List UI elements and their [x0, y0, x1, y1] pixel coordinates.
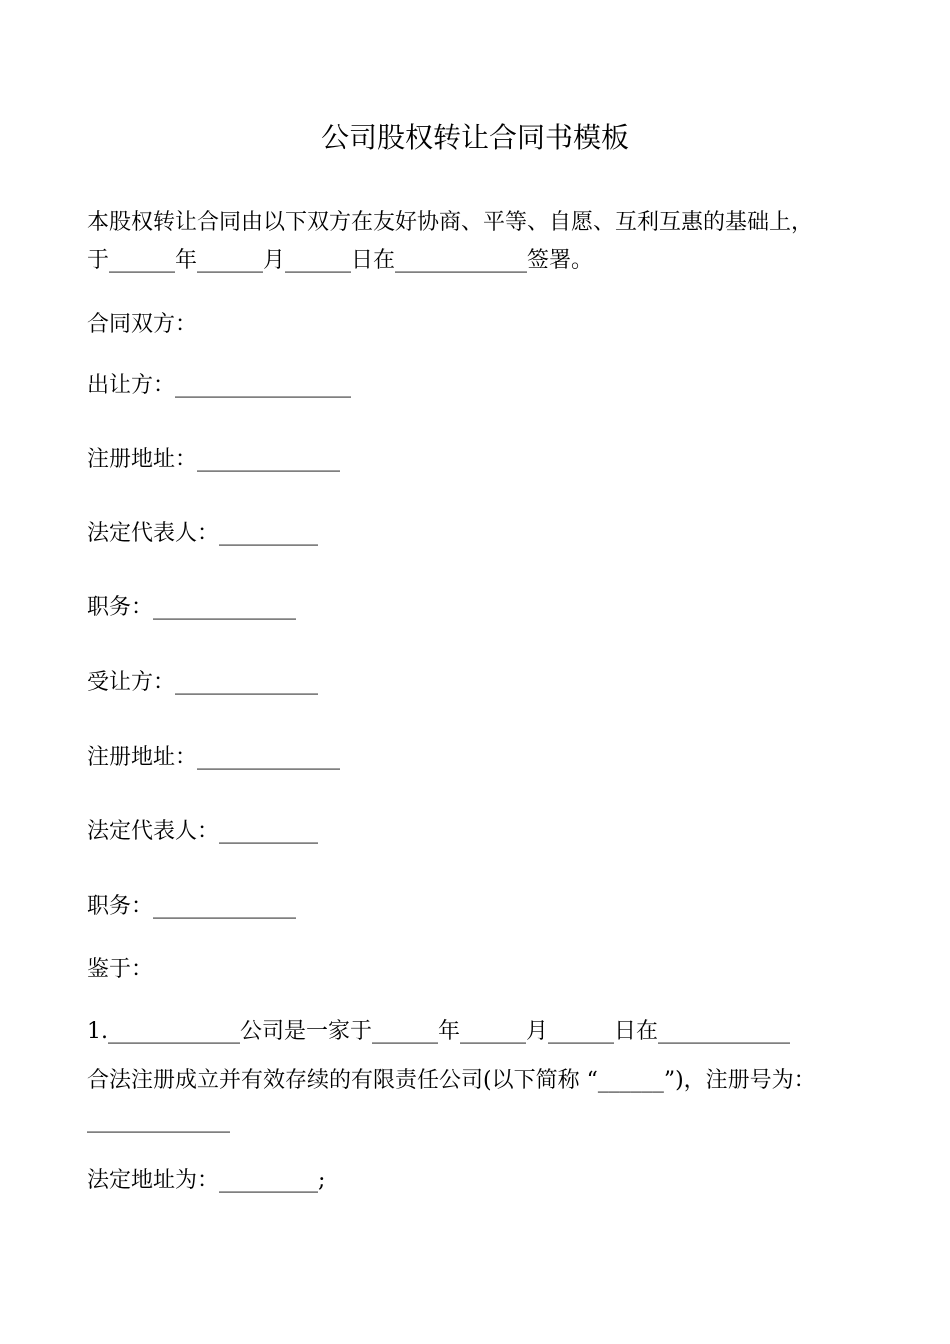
transferor-address-field: 注册地址：_____________	[87, 447, 341, 472]
whereas-heading: 鉴于：	[87, 957, 154, 982]
transferee-position-field: 职务：_____________	[87, 894, 297, 919]
document-title: 公司股权转让合同书模板	[320, 121, 629, 154]
legal-address-field: 法定地址为：_________;	[87, 1168, 326, 1193]
transferee-representative-field: 法定代表人：_________	[87, 819, 319, 844]
clause-1-line-3: _____________	[87, 1108, 230, 1133]
clause-1-line-2: 合法注册成立并有效存续的有限责任公司(以下简称 “______”)，注册号为：	[87, 1068, 816, 1093]
parties-heading: 合同双方：	[87, 312, 198, 337]
transferee-address-field: 注册地址：_____________	[87, 745, 341, 770]
clause-1-line-1: 1.____________公司是一家于______年______月______日在____________	[87, 1019, 790, 1044]
transferor-representative-field: 法定代表人：_________	[87, 521, 319, 546]
transferee-field: 受让方：_____________	[87, 670, 319, 695]
transferor-position-field: 职务：_____________	[87, 595, 297, 620]
intro-line-1: 本股权转让合同由以下双方在友好协商、平等、自愿、互利互惠的基础上，	[87, 210, 814, 235]
intro-line-2: 于______年______月______日在____________签署。	[87, 248, 594, 273]
transferor-field: 出让方：________________	[87, 373, 352, 398]
